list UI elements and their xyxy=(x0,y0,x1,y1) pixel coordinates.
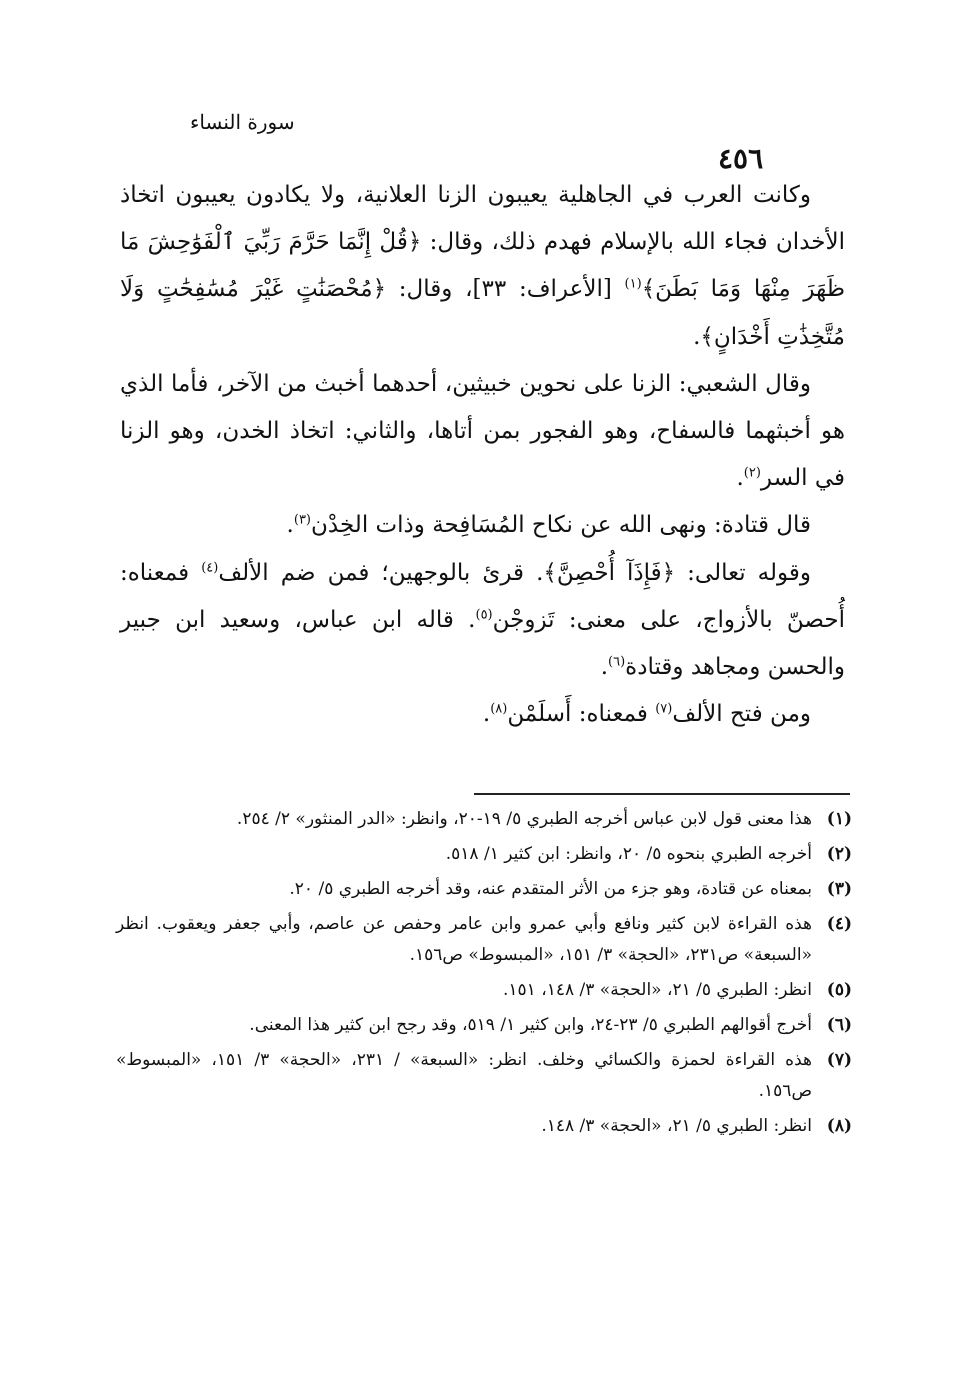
footnote-number: (٦) xyxy=(826,1015,852,1035)
footnotes xyxy=(116,804,852,1146)
footnote-number: (١) xyxy=(826,809,852,829)
footnote xyxy=(116,874,852,905)
footnote-ref[interactable]: (٣) xyxy=(293,512,311,528)
paragraph xyxy=(120,172,845,361)
page-number: ٤٥٦ xyxy=(718,142,764,175)
text-run: ومن فتح الألف xyxy=(672,701,811,728)
text-run: قال قتادة: ونهى الله عن نكاح المُسَافِحة وذات الخِدْن xyxy=(311,512,811,539)
quran-verse: ﴿قُلْ إِنَّمَا حَرَّمَ رَبِّيَ ٱلْفَوَٰحِشَ مَا ظَهَرَ مِنْهَا وَمَا بَطَنَ﴾ xyxy=(120,229,846,303)
footnote-ref[interactable]: (٦) xyxy=(608,654,626,670)
footnote-number: (٣) xyxy=(826,879,852,899)
main-text xyxy=(120,172,845,738)
footnote-text: هذه القراءة لابن كثير ونافع وأبي عمرو وابن عامر وحفص عن عاصم، وأبي جعفر ويعقوب. انظر «السبعة» ص٢٣١، «الحجة» ٣/ ١٥١، «المبسوط» ص١٥٦. xyxy=(116,914,812,965)
text-run: . xyxy=(482,701,491,728)
footnote-number: (٥) xyxy=(826,980,852,1000)
footnote-ref[interactable]: (٥) xyxy=(475,607,493,623)
paragraph xyxy=(120,361,845,503)
text-run: وقوله تعالى: xyxy=(675,559,811,586)
text-run: . xyxy=(600,654,609,681)
text-run: . xyxy=(736,465,744,492)
footnote-number: (٢) xyxy=(826,844,852,864)
footnote-text: أخرج أقوالهم الطبري ٥/ ٢٣-٢٤، وابن كثير ١/ ٥١٩، وقد رجح ابن كثير هذا المعنى. xyxy=(249,1015,812,1035)
footnote xyxy=(116,909,852,971)
footnote-separator xyxy=(474,793,850,795)
footnote xyxy=(116,1111,852,1142)
footnote-ref[interactable]: (٢) xyxy=(743,465,761,481)
footnote-text: هذا معنى قول لابن عباس أخرجه الطبري ٥/ ١٩-٢٠، وانظر: «الدر المنثور» ٢/ ٢٥٤. xyxy=(236,809,812,829)
paragraph xyxy=(120,691,845,738)
footnote xyxy=(116,804,852,835)
paragraph xyxy=(120,502,845,549)
footnote xyxy=(116,1045,852,1107)
text-run: فمعناه: أُحصنّ بالأزواج، على معنى: تَزوجْن xyxy=(120,559,845,633)
footnote-text: بمعناه عن قتادة، وهو جزء من الأثر المتقدم عنه، وقد أخرجه الطبري ٥/ ٢٠. xyxy=(289,879,812,899)
running-header-surah: سورة النساء xyxy=(190,110,295,134)
text-run: فمعناه: أَسلَمْن xyxy=(507,701,656,728)
text-run: . قاله ابن عباس، وسعيد ابن جبير والحسن ومجاهد وقتادة xyxy=(120,606,845,681)
paragraph xyxy=(120,550,845,692)
footnote-ref[interactable]: (١) xyxy=(624,276,642,292)
footnote-text: انظر: الطبري ٥/ ٢١، «الحجة» ٣/ ١٤٨. xyxy=(541,1116,812,1136)
text-run: [الأعراف: ٣٣]، وقال: xyxy=(386,276,625,303)
footnote xyxy=(116,1010,852,1041)
quran-verse: ﴿فَإِذَآ أُحْصِنَّ﴾ xyxy=(543,559,676,586)
footnote-text: هذه القراءة لحمزة والكسائي وخلف. انظر: «السبعة» / ٢٣١، «الحجة» ٣/ ١٥١، «المبسوط» ص١٥٦. xyxy=(116,1050,812,1101)
text-run: . قرئ بالوجهين؛ فمن ضم الألف xyxy=(218,559,544,586)
footnote xyxy=(116,839,852,870)
text-run: . xyxy=(693,323,701,350)
text-run: وقال الشعبي: الزنا على نحوين خبيثين، أحدهما أخبث من الآخر، فأما الذي هو أخبثهما فالسفاح، وهو الفجور بمن أتاها، والثاني: اتخاذ الخدن، وهو الزنا في السر xyxy=(120,370,845,492)
footnote-ref[interactable]: (٨) xyxy=(490,701,508,717)
footnote-number: (٤) xyxy=(826,914,852,934)
footnote-number: (٨) xyxy=(826,1116,852,1136)
footnote-ref[interactable]: (٤) xyxy=(201,559,219,575)
footnote xyxy=(116,975,852,1006)
footnote-ref[interactable]: (٧) xyxy=(655,701,673,717)
footnote-text: أخرجه الطبري بنحوه ٥/ ٢٠، وانظر: ابن كثير ١/ ٥١٨. xyxy=(445,844,812,864)
text-run: . xyxy=(286,512,294,539)
text-run: وكانت العرب في الجاهلية يعيبون الزنا العلانية، ولا يكادون يعيبون اتخاذ الأخدان فجاء الله بالإسلام فهدم ذلك، وقال: xyxy=(120,182,845,256)
quran-verse: ﴿مُحْصَنَٰتٍ غَيْرَ مُسَٰفِحَٰتٍ وَلَا مُتَّخِذَٰتِ أَخْدَانٍ﴾ xyxy=(120,276,845,350)
footnote-number: (٧) xyxy=(826,1050,852,1070)
footnote-text: انظر: الطبري ٥/ ٢١، «الحجة» ٣/ ١٤٨، ١٥١. xyxy=(503,980,812,1000)
